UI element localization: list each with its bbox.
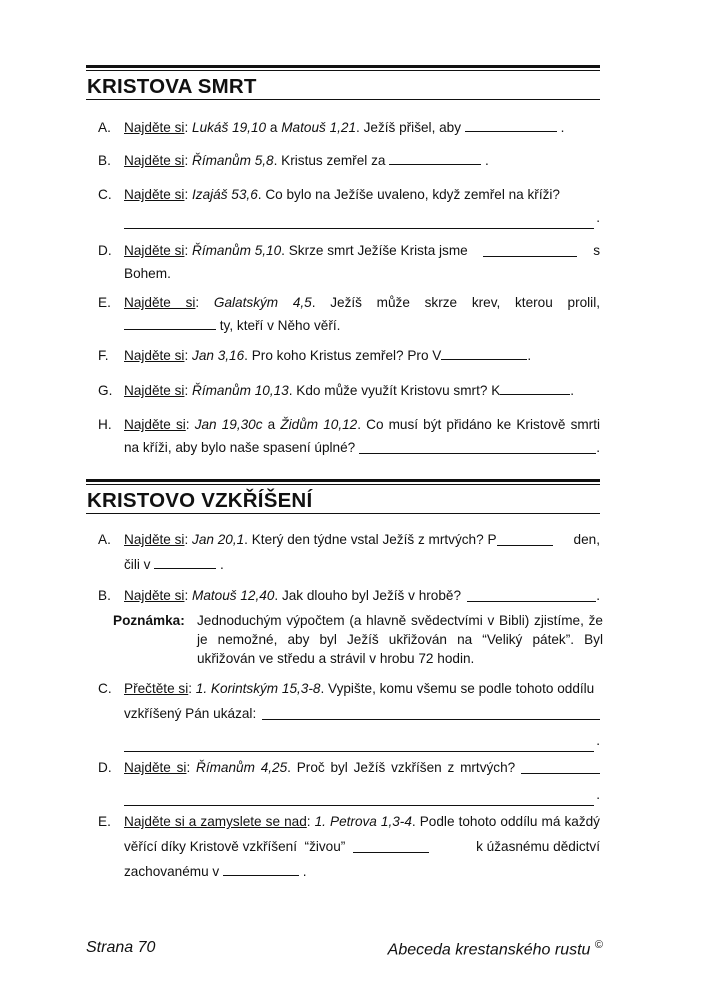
bible-reference: 1. Petrova 1,3-4: [314, 814, 412, 829]
question-letter: A.: [98, 532, 111, 547]
bible-reference: Matouš 12,40: [192, 588, 275, 603]
instruction: Přečtěte si: [124, 681, 189, 696]
instruction: Najděte si: [124, 417, 186, 432]
question-text-line2b: k úžasnému dědictví: [472, 839, 600, 854]
question-text-line2: věřící díky Kristově vzkříšení “živou”: [124, 839, 346, 854]
question-text: . Vypište, komu všemu se podle tohoto oddílu: [320, 681, 595, 696]
answer-blank[interactable]: [389, 151, 481, 165]
bible-reference: Jan 19,30c: [194, 417, 263, 432]
question-text: . Skrze smrt Ježíše Krista jsme: [281, 243, 468, 258]
answer-blank[interactable]: [465, 118, 557, 132]
bible-reference: Jan 3,16: [192, 348, 245, 363]
question-tail: den,: [573, 532, 600, 547]
instruction: Najděte si: [124, 243, 185, 258]
question-text-line2: Bohem.: [124, 266, 171, 281]
bible-reference: Římanům 5,8: [192, 153, 274, 168]
period: .: [570, 383, 575, 398]
question-text: . Proč byl Ježíš vzkříšen z mrtvých?: [287, 760, 516, 775]
question-letter: B.: [98, 588, 111, 603]
bible-reference: Jan 20,1: [192, 532, 245, 547]
question-text: . Ježíš přišel, aby: [356, 120, 462, 135]
section-header-kristovo-vzkriseni: [86, 479, 600, 514]
question-tail: s: [593, 243, 601, 258]
bible-reference: Římanům 4,25: [196, 760, 288, 775]
period: .: [596, 787, 600, 802]
period: .: [596, 588, 600, 603]
answer-blank[interactable]: [353, 839, 429, 853]
question-text: . Kristus zemřel za: [273, 153, 386, 168]
question-text: . Co musí být přidáno ke Kristově smrti: [357, 417, 601, 432]
bible-reference: Galatským 4,5: [213, 295, 312, 310]
instruction: Najděte si: [124, 295, 196, 310]
book-title: [388, 939, 603, 959]
question-text-line3: zachovanému v: [124, 864, 220, 879]
period: .: [484, 153, 489, 168]
question-letter: D.: [98, 760, 112, 775]
bible-reference: Římanům 10,13: [192, 383, 289, 398]
question-letter: G.: [98, 383, 113, 398]
section-title: KRISTOVO VZKŘÍŠENÍ: [86, 485, 600, 514]
note-label: Poznámka:: [113, 613, 185, 628]
period: .: [527, 348, 532, 363]
question-letter: E.: [98, 814, 111, 829]
question-text: . Pro koho Kristus zemřel? Pro V: [244, 348, 442, 363]
workbook-page: KRISTOVA SMRT A. Najděte si: Lukáš 19,10 a Matouš 1,21. Ježíš přišel, aby . B. Najděte si: Římanům 5,8. Kristus zemřel za . C. Najděte si: Izajáš 53,6. Co bylo na Ježíše uvaleno, když zemřel na kříži? . D. Najděte si: Římanům 5,10. Skrze smrt Ježíše Krista jsme s Bohem. E. Najděte si: Galatským 4,5. Ježíš může skrze krev, kterou prolil, ty, kteří v Něho věří. F. Najděte si: Jan 3,16. Pro koho Kristus zemřel? Pro V . G. Najděte si: Římanům 10,13. Kdo může využít Kristovu smrt? K . H. Najděte si: Jan 19,30c a Židům 10,12. Co musí být přidáno ke Kristově smrti na kříži, aby bylo naše spasení úplné? . KRISTOVO VZKŘÍŠENÍ A. Najděte si: Jan 20,1. Který den týdne vstal Ježíš z mrtvých? P den, čili v . B. Najděte si: Matouš 12,40. Jak dlouho byl Ježíš v hrobě? . Poznámka: Jednoduchým výpočtem (a hlavně svědectvími v Bibli) zjistíme, že je nemožné, aby byl Ježíš ukřižován na “Veliký pátek”. Byl ukřižován ve středu a strávil v hrobu 72 hodin. C. Přečtěte si: 1. Korintským 15,3-8. Vypište, komu všemu se podle tohoto oddílu vzkříšený Pán ukázal: . D. Najděte si: Římanům 4,25. Proč byl Ježíš vzkříšen z mrtvých? . E. Najděte si a zamyslete se nad: 1. Petrova 1,3-4. Podle tohoto oddílu má každý věřící díky Kristově vzkříšení “živou” k úžasnému dědictví zachovanému v . Strana 70 Abeceda krestanského rustu ©: [0, 0, 707, 1000]
bible-reference: Lukáš 19,10: [192, 120, 267, 135]
bible-reference: Židům 10,12: [280, 417, 358, 432]
question-text-line2: vzkříšený Pán ukázal:: [124, 706, 257, 721]
instruction: Najděte si: [124, 588, 185, 603]
instruction: Najděte si: [124, 187, 185, 202]
answer-blank[interactable]: [154, 555, 216, 569]
period: .: [596, 210, 600, 225]
question-text-line2: čili v: [124, 557, 151, 572]
period: .: [220, 557, 224, 572]
instruction: Najděte si: [124, 348, 185, 363]
instruction: Najděte si: [124, 383, 185, 398]
answer-line[interactable]: [124, 212, 594, 229]
period: .: [302, 864, 307, 879]
period: .: [560, 120, 565, 135]
question-text: . Podle tohoto oddílu má každý: [411, 814, 600, 829]
question-letter: C.: [98, 681, 112, 696]
question-letter: B.: [98, 153, 111, 168]
question-text: . Co bylo na Ježíše uvaleno, když zemřel na kříži?: [257, 187, 560, 202]
bible-reference: Matouš 1,21: [281, 120, 357, 135]
bible-reference: 1. Korintským 15,3-8: [195, 681, 321, 696]
answer-line[interactable]: [124, 789, 594, 806]
connector: a: [266, 120, 282, 135]
question-text: . Který den týdne vstal Ježíš z mrtvých? P: [244, 532, 497, 547]
question-letter: H.: [98, 417, 112, 432]
question-letter: A.: [98, 120, 111, 135]
question-letter: E.: [98, 295, 111, 310]
answer-blank[interactable]: [441, 346, 527, 360]
answer-blank[interactable]: [500, 381, 570, 395]
question-text-line2: ty, kteří v Něho věří.: [216, 318, 341, 333]
section-header-kristova-smrt: [86, 65, 600, 100]
bible-reference: Izajáš 53,6: [192, 187, 258, 202]
question-text: . Ježíš může skrze krev, kterou prolil,: [311, 295, 600, 310]
instruction: Najděte si: [124, 153, 185, 168]
book-title-text: Abeceda krestanského rustu: [387, 941, 591, 959]
note-text: Jednoduchým výpočtem (a hlavně svědectvími v Bibli) zjistíme, že je nemožné, aby byl Ježíš ukřižován na “Veliký pátek”. Byl ukřižován ve středu a strávil v hrobu 72 hodin.: [197, 613, 603, 666]
section-title: KRISTOVA SMRT: [86, 71, 600, 100]
answer-line[interactable]: [124, 735, 594, 752]
page-number: [86, 939, 155, 957]
answer-blank[interactable]: [124, 316, 216, 330]
period: .: [596, 440, 600, 455]
question-letter: F.: [98, 348, 109, 363]
answer-blank[interactable]: [223, 862, 299, 876]
instruction: Najděte si: [124, 760, 187, 775]
question-letter: D.: [98, 243, 112, 258]
answer-blank[interactable]: [262, 706, 600, 720]
instruction: Najděte si a zamyslete se nad: [124, 814, 307, 829]
connector: a: [262, 417, 281, 432]
question-letter: C.: [98, 187, 112, 202]
question-text: . Kdo může využít Kristovu smrt? K: [288, 383, 501, 398]
copyright-icon: ©: [594, 939, 603, 951]
instruction: Najděte si: [124, 532, 185, 547]
answer-blank[interactable]: [483, 243, 577, 257]
page-number-text: Strana 70: [86, 939, 156, 956]
bible-reference: Římanům 5,10: [192, 243, 282, 258]
answer-blank[interactable]: [359, 440, 596, 454]
answer-blank[interactable]: [497, 532, 553, 546]
question-text-line2: na kříži, aby bylo naše spasení úplné?: [124, 440, 356, 455]
period: .: [596, 733, 600, 748]
question-text: . Jak dlouho byl Ježíš v hrobě?: [274, 588, 462, 603]
instruction: Najděte si: [124, 120, 185, 135]
answer-blank[interactable]: [467, 588, 596, 602]
answer-blank[interactable]: [521, 760, 600, 774]
